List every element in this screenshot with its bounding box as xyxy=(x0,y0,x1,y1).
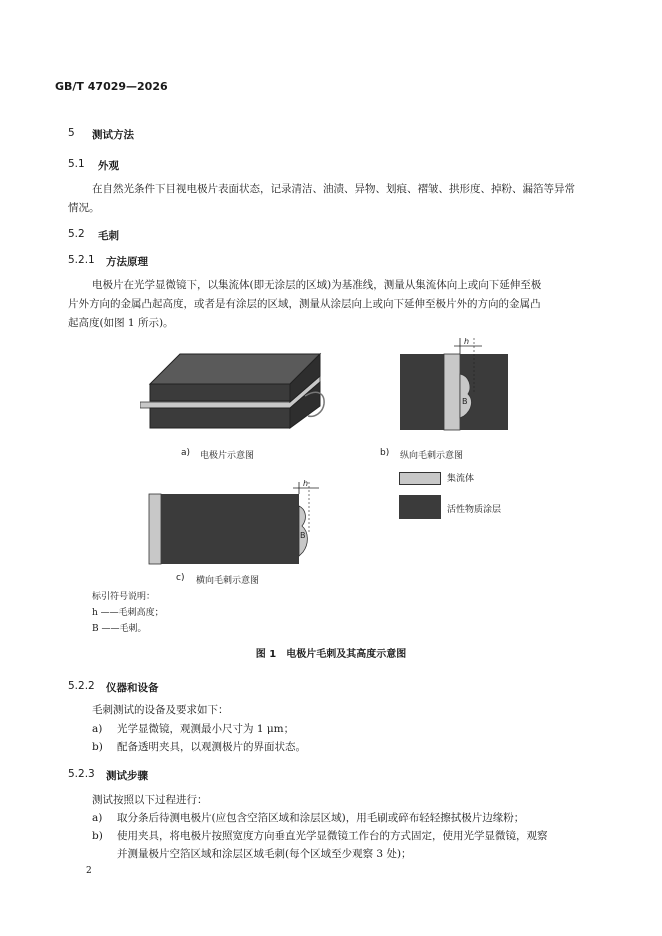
caption-b: 纵向毛刺示意图 xyxy=(400,451,464,461)
section-5-2-3-intro: 测试按照以下过程进行： xyxy=(92,794,208,806)
section-5-2-3-item-b-cont: 并测量极片空箔区域和涂层区域毛刺(每个区域至少观察 3 处)； xyxy=(117,848,412,860)
longitudinal-left-coating xyxy=(400,354,444,430)
figure-note-h: h ——毛刺高度； xyxy=(92,608,164,618)
section-5-2-3-item-a: 取分条后待测电极片(应包含空箔区域和涂层区域)，用毛刷或碎布轻轻擦拭极片边缘粉； xyxy=(117,812,525,824)
section-5-1-line-1: 在自然光条件下目视电极片表面状态，记录清洁、油渍、异物、划痕、褶皱、拱形度、掉粉、漏箔等异常 xyxy=(92,183,575,195)
section-5-2-3-item-b-mark: b) xyxy=(92,830,103,842)
section-5-2-3-number: 5.2.3 xyxy=(68,768,95,780)
section-5-2-3-title: 测试步骤 xyxy=(106,770,148,782)
figure-note-B: B ——毛刺。 xyxy=(92,624,147,634)
section-5-2-number: 5.2 xyxy=(68,228,85,240)
figure-c-transverse-burr xyxy=(147,476,327,566)
section-5-2-1-line-1: 电极片在光学显微镜下，以集流体(即无涂层的区域)为基准线，测量从集流体向上或向下延伸至极 xyxy=(92,279,542,291)
section-5-2-3-item-a-mark: a) xyxy=(92,812,103,824)
page-number: 2 xyxy=(86,866,92,876)
standard-number: GB/T 47029—2026 xyxy=(55,80,168,93)
longitudinal-h-label: h xyxy=(464,337,470,346)
longitudinal-B-label: B xyxy=(462,397,468,406)
section-5-1-number: 5.1 xyxy=(68,158,85,170)
electrode-front-upper-coating xyxy=(150,384,290,401)
transverse-h-label: h xyxy=(303,479,309,488)
longitudinal-collector xyxy=(444,354,460,430)
section-5-2-2-number: 5.2.2 xyxy=(68,680,95,692)
section-5-2-1-number: 5.2.1 xyxy=(68,254,95,266)
transverse-B-label: B xyxy=(300,531,306,540)
legend-coating-swatch xyxy=(399,495,441,519)
legend-collector-label: 集流体 xyxy=(447,474,475,484)
legend-collector-swatch xyxy=(399,472,441,485)
figure-notes-title: 标引符号说明： xyxy=(92,592,156,602)
section-5-2-1-title: 方法原理 xyxy=(106,256,148,268)
section-5-2-3-item-b: 使用夹具，将电极片按照宽度方向垂直光学显微镜工作台的方式固定，使用光学显微镜，观察 xyxy=(117,830,548,842)
caption-c-letter: c) xyxy=(176,573,185,583)
figure-a-electrode-sheet xyxy=(140,346,330,436)
section-5-2-2-item-a: 光学显微镜，观测最小尺寸为 1 μm； xyxy=(117,723,295,735)
transverse-coating xyxy=(161,494,299,564)
section-5-2-2-intro: 毛刺测试的设备及要求如下： xyxy=(92,704,229,716)
section-5-2-1-line-3: 起高度(如图 1 所示)。 xyxy=(68,317,174,329)
section-5-number: 5 xyxy=(68,127,75,139)
section-5-2-2-item-b: 配备透明夹具，以观测极片的界面状态。 xyxy=(117,741,306,753)
transverse-collector xyxy=(149,494,161,564)
section-5-title: 测试方法 xyxy=(92,129,134,141)
figure-title: 图 1 电极片毛刺及其高度示意图 xyxy=(255,649,407,660)
section-5-2-2-item-a-mark: a) xyxy=(92,723,103,735)
figure-b-longitudinal-burr xyxy=(398,336,513,432)
section-5-2-2-item-b-mark: b) xyxy=(92,741,103,753)
section-5-2-2-title: 仪器和设备 xyxy=(106,682,159,694)
section-5-1-title: 外观 xyxy=(98,160,119,172)
caption-b-letter: b) xyxy=(380,448,390,458)
section-5-1-line-2: 情况。 xyxy=(68,202,100,214)
legend-coating-label: 活性物质涂层 xyxy=(447,505,502,515)
section-5-2-title: 毛刺 xyxy=(98,230,119,242)
caption-a: 电极片示意图 xyxy=(200,451,255,461)
section-5-2-1-line-2: 片外方向的金属凸起高度，或者是有涂层的区域，测量从涂层向上或向下延伸至极片外的方向的金属凸 xyxy=(68,298,541,310)
caption-c: 横向毛刺示意图 xyxy=(196,576,260,586)
electrode-front-lower-coating xyxy=(150,408,290,428)
caption-a-letter: a) xyxy=(181,448,191,458)
